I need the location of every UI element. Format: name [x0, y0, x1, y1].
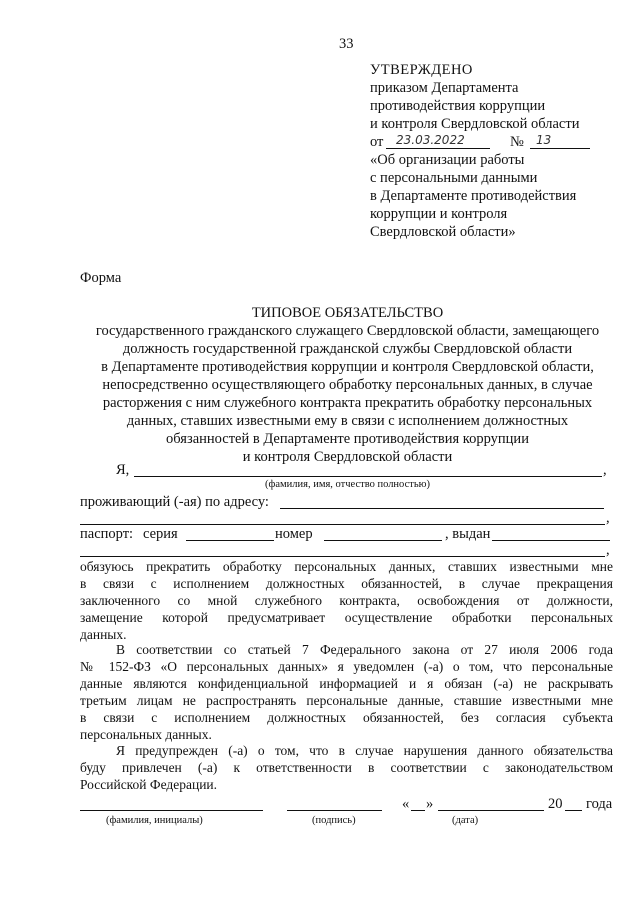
month-field-line[interactable]	[438, 810, 544, 811]
approval-line: приказом Департамента	[370, 80, 519, 96]
day-field-line[interactable]	[411, 810, 425, 811]
date-hint: (дата)	[452, 815, 479, 826]
address-comma: ,	[606, 510, 610, 526]
date-quote-open: «	[402, 796, 410, 812]
issued-label: , выдан	[445, 526, 491, 542]
signature-field-line[interactable]	[287, 810, 382, 811]
passport-number-field-line[interactable]	[324, 540, 442, 541]
heading-title: ТИПОВОЕ ОБЯЗАТЕЛЬСТВО	[251, 305, 444, 321]
year-field-line[interactable]	[565, 810, 582, 811]
heading-line: и контроля Свердловской области	[242, 449, 453, 465]
date-quote-close: »	[426, 796, 434, 812]
approval-date-line	[386, 148, 490, 149]
body-line: обязуюсь прекратить обработку персональных данных, ставших известными мне	[80, 559, 613, 574]
approval-line: и контроля Свердловской области	[370, 116, 580, 132]
heading-line: государственного гражданского служащего Свердловской области, замещающего	[95, 323, 600, 339]
body-line: в связи с исполнением должностных обязанностей, в случае прекращения	[80, 576, 613, 591]
approval-date-handwritten: 23.03.2022	[396, 133, 465, 147]
heading-line: данных, ставших известными ему в связи с исполнением должностных	[126, 413, 569, 429]
body-line: данных.	[80, 627, 127, 642]
signature-hint: (подпись)	[312, 815, 356, 826]
approval-subject: с персональными данными	[370, 170, 538, 186]
passport-number-label: номер	[275, 526, 313, 542]
approval-number-label: №	[510, 134, 524, 150]
body-line: третьим лицам не распространять персональные данные, ставшие известными мне	[80, 693, 613, 708]
fio-comma: ,	[603, 462, 607, 478]
approval-subject: коррупции и контроля	[370, 206, 508, 222]
fio-hint: (фамилия, имя, отчество полностью)	[265, 479, 430, 490]
heading-line: расторжения с ним служебного контракта прекратить обработку персональных	[102, 395, 593, 411]
body-line: замещение которой предусматривает осуществление обработки персональных	[80, 610, 613, 625]
body-line: персональных данных.	[80, 727, 212, 742]
i-label: Я,	[116, 462, 130, 478]
heading-line: обязанностей в Департаменте противодействия коррупции	[166, 431, 529, 447]
body-line: Я предупрежден (-а) о том, что в случае нарушения данного обязательства	[116, 743, 613, 758]
year-suffix: года	[586, 796, 613, 812]
fio-field-line[interactable]	[134, 476, 602, 477]
name-initials-field-line[interactable]	[80, 810, 263, 811]
page-number: 33	[339, 36, 354, 52]
issued-field-line[interactable]	[492, 540, 610, 541]
heading-line: должность государственной гражданской службы Свердловской области	[122, 341, 573, 357]
address-field-line-2[interactable]	[80, 524, 605, 525]
approval-number-line	[530, 148, 590, 149]
approval-title: УТВЕРЖДЕНО	[370, 62, 473, 78]
issued-comma: ,	[606, 542, 610, 558]
approval-line: противодействия коррупции	[370, 98, 546, 114]
approval-subject: «Об организации работы	[370, 152, 525, 168]
form-label: Форма	[80, 270, 122, 286]
address-label: проживающий (-ая) по адресу:	[80, 494, 269, 510]
approval-number-handwritten: 13	[536, 133, 552, 147]
issued-field-line-2[interactable]	[80, 556, 605, 557]
body-line: в связи с исполнением должностных обязанностей, без согласия субъекта	[80, 710, 613, 725]
body-line: В соответствии со статьей 7 Федерального закона от 27 июля 2006 года	[116, 642, 613, 657]
year-prefix: 20	[548, 796, 563, 812]
heading-line: непосредственно осуществляющего обработку персональных данных, в случае	[102, 377, 593, 393]
body-line: заключенного со мной служебного контракта, освобождения от должности,	[80, 593, 613, 608]
passport-label: паспорт:	[80, 526, 134, 542]
body-line: данные являются конфиденциальной информацией и я обязан (-а) не раскрывать	[80, 676, 613, 691]
approval-subject: в Департаменте противодействия	[370, 188, 577, 204]
address-field-line[interactable]	[280, 508, 604, 509]
series-field-line[interactable]	[186, 540, 274, 541]
series-label: серия	[143, 526, 178, 542]
approval-from-label: от	[370, 134, 384, 150]
heading-line: в Департаменте противодействия коррупции и контроля Свердловской области,	[101, 359, 594, 375]
name-initials-hint: (фамилия, инициалы)	[106, 815, 203, 826]
body-line: № 152-ФЗ «О персональных данных» я уведомлен (-а) о том, что персональные	[80, 659, 613, 674]
body-line: буду привлечен (-а) к ответственности в соответствии с законодательством	[80, 760, 613, 775]
body-line: Российской Федерации.	[80, 777, 218, 792]
approval-subject: Свердловской области»	[370, 224, 516, 240]
